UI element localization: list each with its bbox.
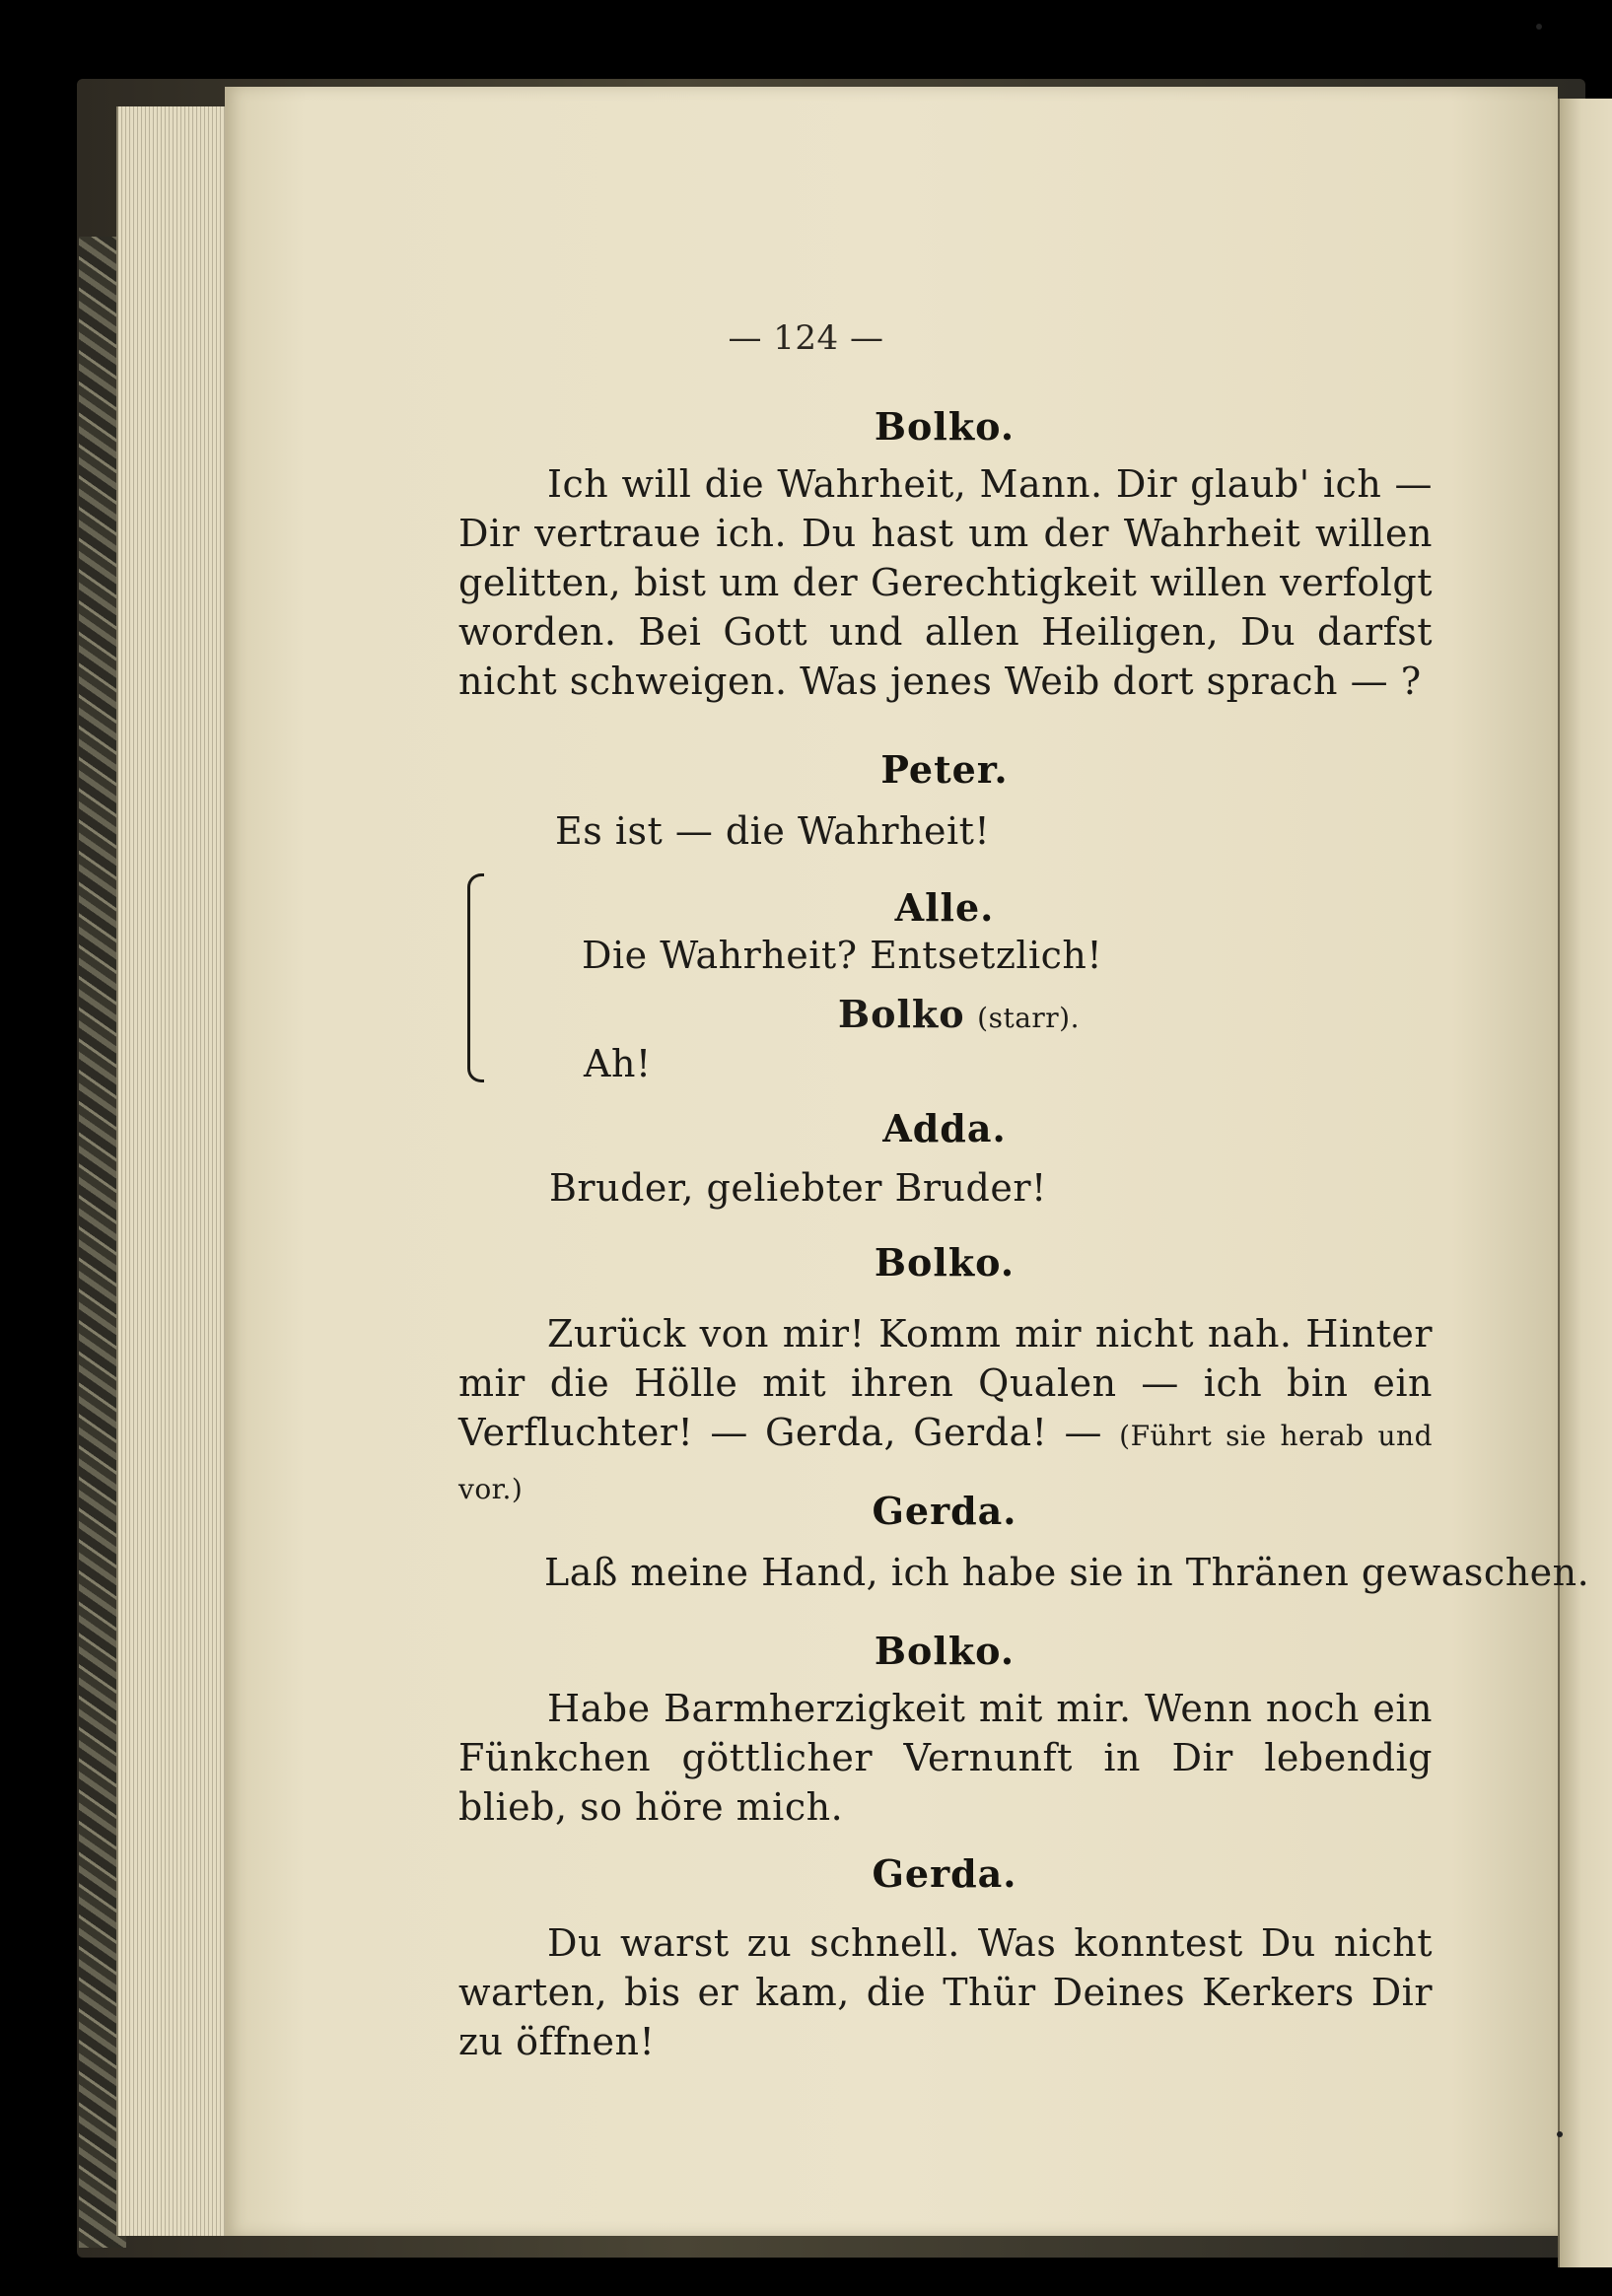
speaker-with-direction <box>838 990 1080 1043</box>
speaker-bolko: Bolko. <box>874 1240 1016 1285</box>
facing-page-edge <box>1558 99 1612 2267</box>
speck <box>1557 2131 1563 2137</box>
dialogue-line: Die Wahrheit? Entsetzlich! <box>582 934 1103 977</box>
dialogue-paragraph: Ich will die Wahrheit, Mann. Dir glaub' ich — Dir vertraue ich. Du hast um der Wahrheit willen gelitten, bist um der Gerechtigkeit willen verfolgt worden. Bei Gott und allen Heiligen, Du darfst nicht schweigen. Was jenes Weib dort sprach — ? <box>458 462 1433 703</box>
dialogue-line: Bruder, geliebter Bruder! <box>549 1166 1047 1210</box>
speck <box>1536 24 1542 30</box>
dialogue-paragraph: Habe Barmherzigkeit mit mir. Wenn noch ein Fünkchen göttlicher Vernunft in Dir lebendig blieb, so höre mich. <box>458 1687 1433 1829</box>
speaker-adda: Adda. <box>882 1106 1007 1150</box>
speaker-gerda: Gerda. <box>872 1851 1017 1896</box>
page-number: — 124 — <box>728 318 884 358</box>
speaker-bolko: Bolko. <box>874 1629 1016 1673</box>
dialogue-line: Ah! <box>584 1042 652 1085</box>
speaker-bolko: Bolko. <box>874 404 1016 449</box>
dialogue-paragraph: Du warst zu schnell. Was konntest Du nicht warten, bis er kam, die Thür Deines Kerkers Dir zu öffnen! <box>458 1921 1433 2063</box>
stage-direction: (Führt sie herab und vor.) <box>458 1420 1433 1505</box>
speaker-bolko: Bolko <box>838 992 965 1036</box>
page-stack-edges <box>116 106 237 2236</box>
dialogue-line: Laß meine Hand, ich habe sie in Thränen gewaschen. <box>544 1551 1590 1594</box>
dialogue-text: Zurück von mir! Komm mir nicht nah. Hinter mir die Hölle mit ihren Qualen — ich bin ein Verfluchter! — Gerda, Gerda! — <box>458 1312 1433 1454</box>
dialogue-line: Es ist — die Wahrheit! <box>555 809 991 853</box>
simultaneous-speech-bracket <box>467 873 484 1082</box>
stage-direction: (starr). <box>977 1002 1081 1034</box>
dialogue-paragraph <box>458 1309 1433 1514</box>
speaker-gerda: Gerda. <box>872 1489 1017 1533</box>
speaker-alle: Alle. <box>894 885 995 930</box>
speaker-peter: Peter. <box>880 747 1009 792</box>
